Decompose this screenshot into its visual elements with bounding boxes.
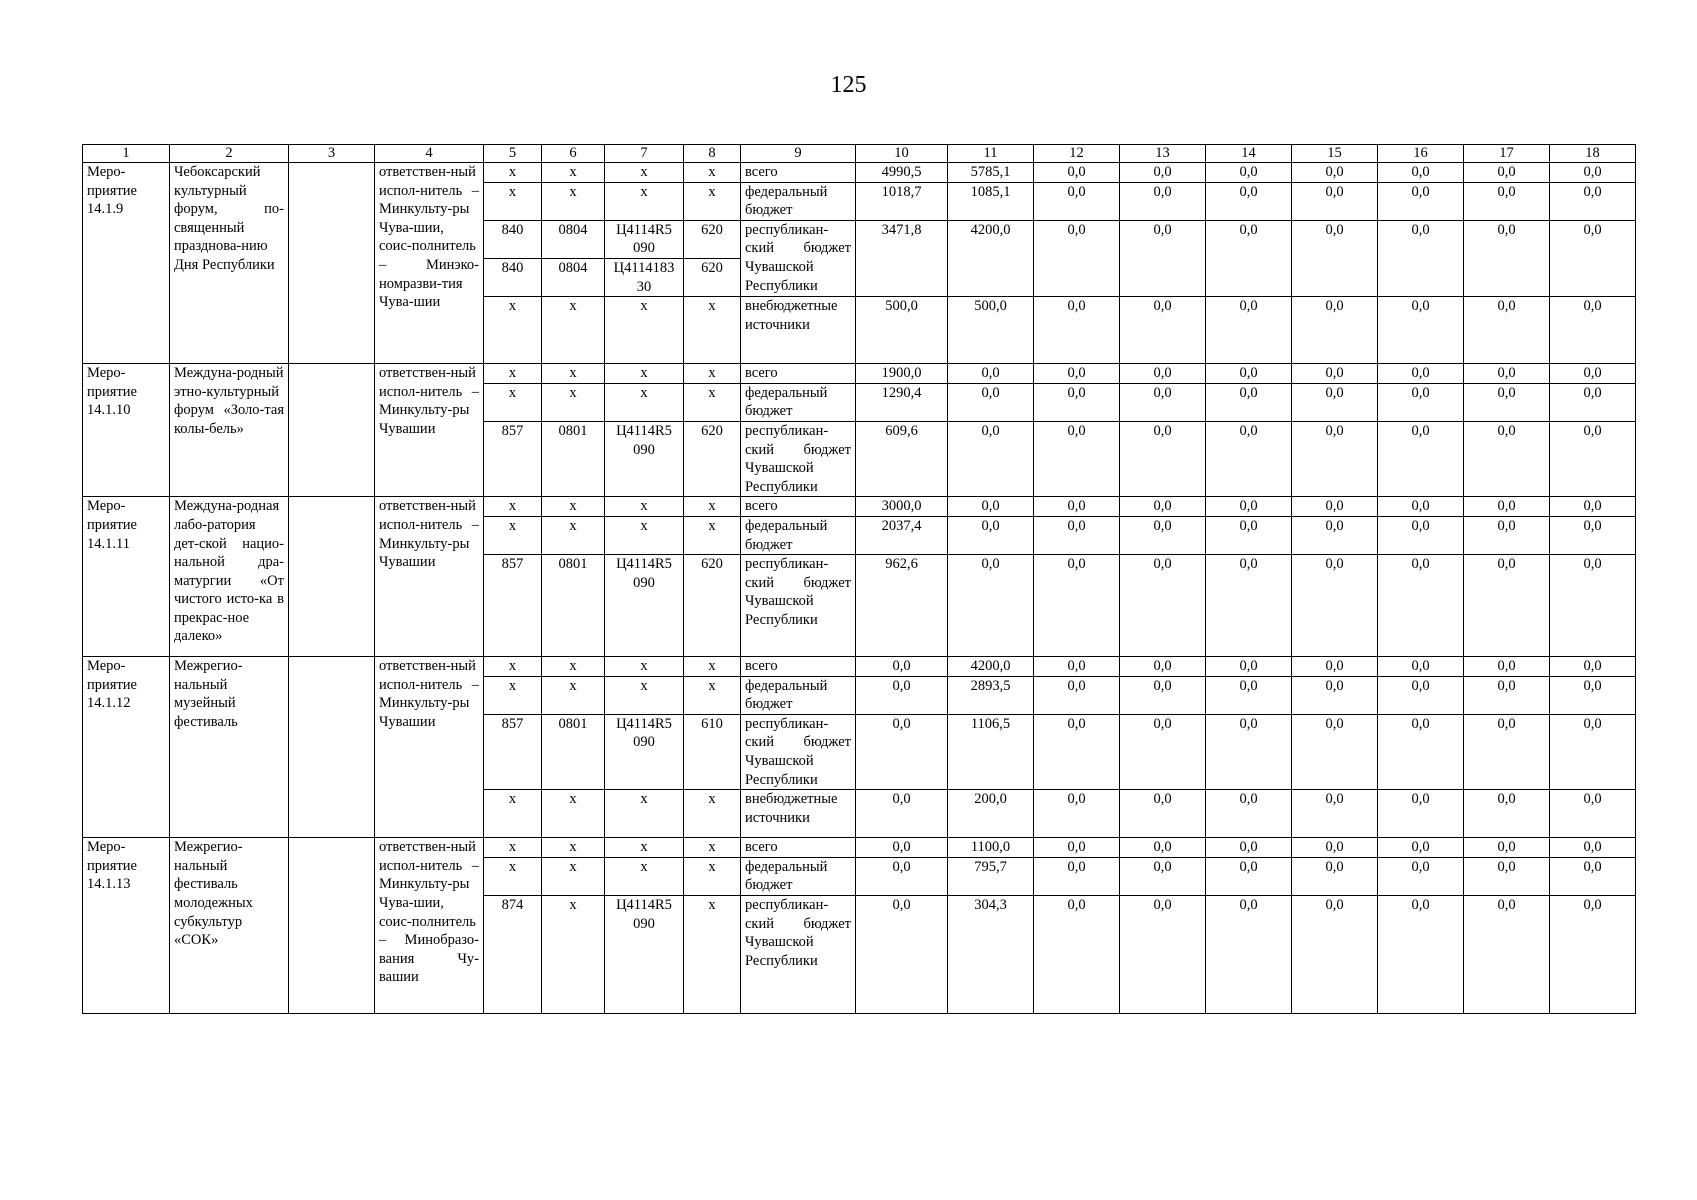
amount-cell: 0,0 [1550,182,1636,220]
amount-cell: 962,6 [856,555,948,657]
amount-cell: 4200,0 [948,220,1034,296]
page-number: 125 [830,72,867,98]
amount-cell: 4200,0 [948,657,1034,677]
amount-cell: 0,0 [948,383,1034,421]
section-code: x [542,896,605,1014]
funding-source: всего [741,364,856,384]
target-article-code: Ц4114R5 090 [605,555,684,657]
section-code: x [542,497,605,517]
amount-cell: 0,0 [1378,163,1464,183]
amount-cell: 0,0 [1550,297,1636,364]
target-article-code: Ц4114R5 090 [605,714,684,789]
activity-name: Чебоксарский культурный форум, по-священный празднова-нию Дня Республики [170,163,289,364]
activity-executor: ответствен-ный испол-нитель – Минкульту-ры Чувашии [375,657,484,838]
funding-source: федеральный бюджет [741,516,856,554]
amount-cell: 0,0 [1550,838,1636,858]
amount-cell: 0,0 [1120,896,1206,1014]
amount-cell: 0,0 [1464,364,1550,384]
amount-cell: 0,0 [1464,182,1550,220]
funding-source: федеральный бюджет [741,857,856,895]
expense-type-code: x [684,182,741,220]
funding-source: федеральный бюджет [741,182,856,220]
amount-cell: 0,0 [1550,516,1636,554]
amount-cell: 0,0 [1550,790,1636,838]
activity-name: Междуна-родная лабо-ратория дет-ской нацио-нальной дра-матургии «От чистого исто-ка в прекрас-ное далеко» [170,497,289,657]
expense-type-code: 620 [684,258,741,296]
column-header: 2 [170,145,289,163]
column-header: 11 [948,145,1034,163]
expense-type-code: x [684,790,741,838]
funding-source: республикан-ский бюджет Чувашской Республики [741,220,856,296]
activity-id: Меро- приятие 14.1.12 [83,657,170,838]
expense-type-code: x [684,838,741,858]
amount-cell: 0,0 [1292,838,1378,858]
grbs-code: 857 [484,714,542,789]
amount-cell: 0,0 [1378,516,1464,554]
header-row [83,145,1636,163]
activity-executor: ответствен-ный испол-нитель – Минкульту-ры Чува-шии, соис-полнитель – Минэко-номразви-тия Чува-шии [375,163,484,364]
amount-cell: 0,0 [1034,790,1120,838]
section-code: x [542,163,605,183]
target-article-code: x [605,838,684,858]
target-article-code: x [605,516,684,554]
amount-cell: 0,0 [1206,896,1292,1014]
amount-cell: 0,0 [1206,838,1292,858]
amount-cell: 0,0 [1464,657,1550,677]
amount-cell: 0,0 [1120,714,1206,789]
column-header: 1 [83,145,170,163]
amount-cell: 0,0 [1378,220,1464,296]
amount-cell: 0,0 [1034,516,1120,554]
amount-cell: 0,0 [1550,383,1636,421]
target-article-code: x [605,182,684,220]
section-code: x [542,790,605,838]
funding-source: всего [741,497,856,517]
amount-cell: 0,0 [1378,790,1464,838]
grbs-code: x [484,364,542,384]
section-code: x [542,297,605,364]
column-header: 12 [1034,145,1120,163]
amount-cell: 0,0 [1034,421,1120,496]
amount-cell: 0,0 [1206,383,1292,421]
amount-cell: 500,0 [948,297,1034,364]
funding-source: республикан-ский бюджет Чувашской Республики [741,896,856,1014]
amount-cell: 0,0 [1206,676,1292,714]
amount-cell: 0,0 [948,364,1034,384]
target-article-code: x [605,297,684,364]
funding-source: республикан-ский бюджет Чувашской Республики [741,714,856,789]
amount-cell: 0,0 [1550,676,1636,714]
amount-cell: 0,0 [1120,163,1206,183]
column-header: 3 [289,145,375,163]
grbs-code: 857 [484,421,542,496]
amount-cell: 0,0 [1464,297,1550,364]
amount-cell: 0,0 [1464,714,1550,789]
funding-source: республикан-ский бюджет Чувашской Республики [741,555,856,657]
grbs-code: x [484,857,542,895]
amount-cell: 0,0 [948,516,1034,554]
amount-cell: 0,0 [1464,676,1550,714]
column-header: 14 [1206,145,1292,163]
table-row [83,838,1636,858]
activity-name: Междуна-родный этно-культурный форум «Золо-тая колы-бель» [170,364,289,497]
grbs-code: 840 [484,220,542,258]
amount-cell: 0,0 [1206,857,1292,895]
table-row [83,163,1636,183]
activity-col3 [289,497,375,657]
amount-cell: 0,0 [856,657,948,677]
funding-source: федеральный бюджет [741,676,856,714]
amount-cell: 0,0 [856,676,948,714]
column-header: 18 [1550,145,1636,163]
section-code: 0804 [542,258,605,296]
amount-cell: 0,0 [1464,857,1550,895]
amount-cell: 0,0 [1206,657,1292,677]
amount-cell: 1290,4 [856,383,948,421]
amount-cell: 0,0 [1378,838,1464,858]
expense-type-code: x [684,497,741,517]
section-code: x [542,857,605,895]
amount-cell: 0,0 [1464,555,1550,657]
amount-cell: 0,0 [1550,857,1636,895]
amount-cell: 0,0 [948,421,1034,496]
amount-cell: 0,0 [1120,838,1206,858]
table-row [83,657,1636,677]
amount-cell: 3000,0 [856,497,948,517]
amount-cell: 1100,0 [948,838,1034,858]
target-article-code: x [605,163,684,183]
amount-cell: 0,0 [1464,421,1550,496]
amount-cell: 0,0 [1378,364,1464,384]
grbs-code: 874 [484,896,542,1014]
expense-type-code: x [684,896,741,1014]
column-header: 5 [484,145,542,163]
grbs-code: 840 [484,258,542,296]
amount-cell: 5785,1 [948,163,1034,183]
amount-cell: 0,0 [1034,364,1120,384]
target-article-code: x [605,497,684,517]
amount-cell: 0,0 [1034,857,1120,895]
amount-cell: 0,0 [1120,182,1206,220]
amount-cell: 0,0 [1034,497,1120,517]
column-header: 4 [375,145,484,163]
amount-cell: 1106,5 [948,714,1034,789]
activity-executor: ответствен-ный испол-нитель – Минкульту-ры Чува-шии, соис-полнитель – Минобразо-вания Чу-вашии [375,838,484,1014]
amount-cell: 0,0 [1292,297,1378,364]
amount-cell: 0,0 [1378,676,1464,714]
amount-cell: 0,0 [1378,857,1464,895]
amount-cell: 0,0 [1034,163,1120,183]
amount-cell: 0,0 [1292,497,1378,517]
amount-cell: 0,0 [1292,383,1378,421]
amount-cell: 500,0 [856,297,948,364]
amount-cell: 0,0 [1034,297,1120,364]
amount-cell: 0,0 [856,838,948,858]
amount-cell: 2893,5 [948,676,1034,714]
target-article-code: Ц4114R5 090 [605,896,684,1014]
amount-cell: 0,0 [1120,555,1206,657]
amount-cell: 0,0 [1464,383,1550,421]
amount-cell: 0,0 [1120,497,1206,517]
amount-cell: 4990,5 [856,163,948,183]
amount-cell: 0,0 [1292,516,1378,554]
amount-cell: 0,0 [1034,383,1120,421]
amount-cell: 0,0 [1120,421,1206,496]
funding-source: внебюджетные источники [741,297,856,364]
amount-cell: 0,0 [948,555,1034,657]
expense-type-code: x [684,676,741,714]
amount-cell: 0,0 [1378,896,1464,1014]
amount-cell: 0,0 [1120,657,1206,677]
amount-cell: 0,0 [1120,297,1206,364]
amount-cell: 0,0 [1034,220,1120,296]
column-header: 9 [741,145,856,163]
amount-cell: 0,0 [1034,838,1120,858]
funding-source: внебюджетные источники [741,790,856,838]
amount-cell: 0,0 [1034,555,1120,657]
amount-cell: 0,0 [1206,714,1292,789]
amount-cell: 0,0 [856,790,948,838]
amount-cell: 0,0 [1550,657,1636,677]
amount-cell: 0,0 [1292,896,1378,1014]
activity-id: Меро- приятие 14.1.10 [83,364,170,497]
amount-cell: 1900,0 [856,364,948,384]
expense-type-code: 620 [684,421,741,496]
amount-cell: 0,0 [1292,790,1378,838]
expense-type-code: 620 [684,220,741,258]
column-header: 17 [1464,145,1550,163]
amount-cell: 2037,4 [856,516,948,554]
amount-cell: 0,0 [1378,657,1464,677]
amount-cell: 0,0 [1206,516,1292,554]
amount-cell: 304,3 [948,896,1034,1014]
amount-cell: 0,0 [1550,714,1636,789]
expense-type-code: x [684,383,741,421]
amount-cell: 0,0 [1550,364,1636,384]
amount-cell: 0,0 [856,714,948,789]
amount-cell: 0,0 [1378,383,1464,421]
expense-type-code: 610 [684,714,741,789]
target-article-code: x [605,383,684,421]
target-article-code: x [605,676,684,714]
amount-cell: 0,0 [1550,163,1636,183]
grbs-code: x [484,497,542,517]
expense-type-code: x [684,163,741,183]
amount-cell: 0,0 [1120,516,1206,554]
amount-cell: 0,0 [1206,182,1292,220]
amount-cell: 0,0 [1292,555,1378,657]
amount-cell: 0,0 [1120,364,1206,384]
amount-cell: 795,7 [948,857,1034,895]
expense-type-code: x [684,857,741,895]
amount-cell: 0,0 [1550,220,1636,296]
amount-cell: 0,0 [1206,421,1292,496]
amount-cell: 0,0 [1550,896,1636,1014]
funding-source: федеральный бюджет [741,383,856,421]
expense-type-code: x [684,657,741,677]
target-article-code: x [605,857,684,895]
activity-id: Меро- приятие 14.1.11 [83,497,170,657]
amount-cell: 0,0 [1206,497,1292,517]
amount-cell: 0,0 [1550,555,1636,657]
activity-name: Межрегио-нальный музейный фестиваль [170,657,289,838]
activity-name: Межрегио-нальный фестиваль молодежных субкультур «СОК» [170,838,289,1014]
activity-id: Меро- приятие 14.1.13 [83,838,170,1014]
table-row [83,364,1636,384]
column-header: 13 [1120,145,1206,163]
amount-cell: 0,0 [1464,896,1550,1014]
activity-col3 [289,838,375,1014]
amount-cell: 0,0 [1206,790,1292,838]
funding-source: республикан-ский бюджет Чувашской Республики [741,421,856,496]
column-header: 7 [605,145,684,163]
amount-cell: 0,0 [1292,714,1378,789]
expense-type-code: x [684,516,741,554]
section-code: x [542,676,605,714]
grbs-code: x [484,516,542,554]
amount-cell: 609,6 [856,421,948,496]
amount-cell: 0,0 [1292,364,1378,384]
amount-cell: 0,0 [1292,421,1378,496]
amount-cell: 0,0 [1034,676,1120,714]
amount-cell: 0,0 [1378,714,1464,789]
column-header: 15 [1292,145,1378,163]
amount-cell: 0,0 [1292,857,1378,895]
funding-source: всего [741,838,856,858]
section-code: x [542,516,605,554]
section-code: 0801 [542,421,605,496]
section-code: 0804 [542,220,605,258]
amount-cell: 0,0 [1206,297,1292,364]
target-article-code: Ц4114R5 090 [605,421,684,496]
grbs-code: 857 [484,555,542,657]
grbs-code: x [484,182,542,220]
grbs-code: x [484,657,542,677]
amount-cell: 0,0 [856,896,948,1014]
amount-cell: 0,0 [1034,714,1120,789]
grbs-code: x [484,676,542,714]
target-article-code: x [605,657,684,677]
funding-source: всего [741,163,856,183]
amount-cell: 0,0 [1292,676,1378,714]
expense-type-code: x [684,364,741,384]
amount-cell: 0,0 [1464,790,1550,838]
target-article-code: Ц4114R5 090 [605,220,684,258]
amount-cell: 0,0 [1120,383,1206,421]
amount-cell: 0,0 [1034,182,1120,220]
amount-cell: 1018,7 [856,182,948,220]
section-code: x [542,383,605,421]
grbs-code: x [484,838,542,858]
amount-cell: 0,0 [1464,220,1550,296]
amount-cell: 0,0 [1292,163,1378,183]
activity-col3 [289,657,375,838]
activity-id: Меро- приятие 14.1.9 [83,163,170,364]
column-header: 16 [1378,145,1464,163]
grbs-code: x [484,297,542,364]
section-code: x [542,182,605,220]
amount-cell: 0,0 [1120,857,1206,895]
section-code: x [542,657,605,677]
amount-cell: 3471,8 [856,220,948,296]
grbs-code: x [484,163,542,183]
section-code: x [542,364,605,384]
amount-cell: 0,0 [1206,364,1292,384]
amount-cell: 0,0 [1292,182,1378,220]
amount-cell: 0,0 [1464,163,1550,183]
amount-cell: 200,0 [948,790,1034,838]
grbs-code: x [484,790,542,838]
section-code: 0801 [542,714,605,789]
amount-cell: 0,0 [856,857,948,895]
amount-cell: 0,0 [1120,676,1206,714]
amount-cell: 0,0 [1464,497,1550,517]
amount-cell: 0,0 [1206,163,1292,183]
activity-col3 [289,364,375,497]
activity-executor: ответствен-ный испол-нитель – Минкульту-ры Чувашии [375,364,484,497]
section-code: 0801 [542,555,605,657]
amount-cell: 0,0 [1206,220,1292,296]
amount-cell: 0,0 [1378,497,1464,517]
amount-cell: 0,0 [1464,516,1550,554]
target-article-code: x [605,790,684,838]
amount-cell: 0,0 [1292,220,1378,296]
column-header: 10 [856,145,948,163]
amount-cell: 0,0 [1378,421,1464,496]
section-code: x [542,838,605,858]
amount-cell: 0,0 [1292,657,1378,677]
amount-cell: 0,0 [1550,421,1636,496]
expense-type-code: 620 [684,555,741,657]
amount-cell: 0,0 [1464,838,1550,858]
amount-cell: 0,0 [1206,555,1292,657]
amount-cell: 0,0 [948,497,1034,517]
amount-cell: 1085,1 [948,182,1034,220]
target-article-code: Ц4114183 30 [605,258,684,296]
amount-cell: 0,0 [1034,896,1120,1014]
column-header: 8 [684,145,741,163]
column-header: 6 [542,145,605,163]
expense-type-code: x [684,297,741,364]
funding-source: всего [741,657,856,677]
budget-table [82,144,1636,1014]
amount-cell: 0,0 [1550,497,1636,517]
amount-cell: 0,0 [1378,182,1464,220]
grbs-code: x [484,383,542,421]
table-row [83,497,1636,517]
target-article-code: x [605,364,684,384]
activity-executor: ответствен-ный испол-нитель – Минкульту-ры Чувашии [375,497,484,657]
amount-cell: 0,0 [1120,220,1206,296]
amount-cell: 0,0 [1034,657,1120,677]
amount-cell: 0,0 [1378,297,1464,364]
table-body [83,145,1636,1014]
amount-cell: 0,0 [1378,555,1464,657]
activity-col3 [289,163,375,364]
amount-cell: 0,0 [1120,790,1206,838]
